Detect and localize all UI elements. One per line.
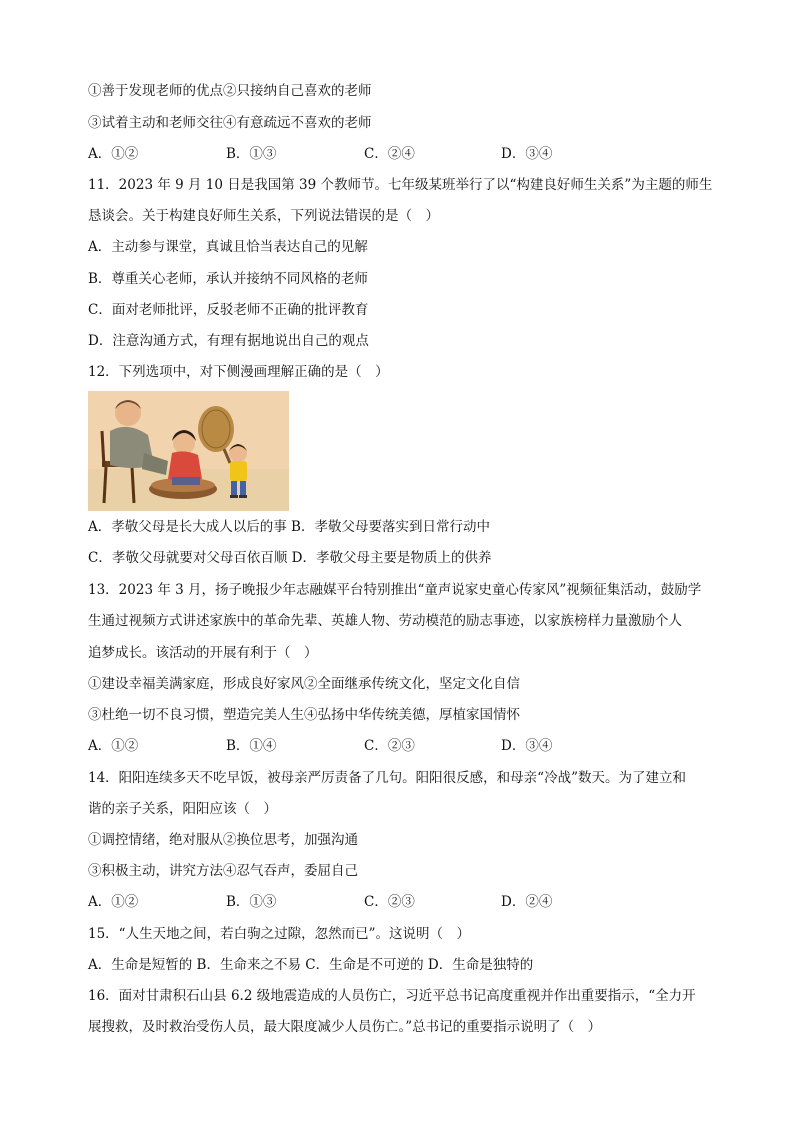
q10-choice-line-1: ①善于发现老师的优点②只接纳自己喜欢的老师: [88, 83, 372, 99]
q10-choice-line-2: ③试着主动和老师交往④有意疏远不喜欢的老师: [88, 115, 372, 131]
q12-option-line-1: A．孝敬父母是长大成人以后的事 B．孝敬父母要落实到日常行动中: [88, 519, 490, 535]
q13-stem-line-2: 生通过视频方式讲述家族中的革命先辈、英雄人物、劳动模范的励志事迹，以家族榜样力量激励个人: [88, 613, 682, 629]
q14-option-b: B．①③: [226, 894, 277, 910]
q10-option-a: A．①②: [88, 146, 139, 162]
q12-option-line-2: C．孝敬父母就要对父母百依百顺 D．孝敬父母主要是物质上的供养: [88, 550, 492, 566]
q13-choice-line-1: ①建设幸福美满家庭，形成良好家风②全面继承传统文化，坚定文化自信: [88, 676, 520, 692]
q16-stem-line-2: 展搜救，及时救治受伤人员，最大限度减少人员伤亡。”总书记的重要指示说明了（ ）: [88, 1019, 602, 1035]
q14-choice-line-1: ①调控情绪，绝对服从②换位思考，加强沟通: [88, 832, 358, 848]
q15-option-line: A．生命是短暂的 B．生命来之不易 C．生命是不可逆的 D．生命是独特的: [88, 957, 534, 973]
q11-option-b: B．尊重关心老师，承认并接纳不同风格的老师: [88, 271, 368, 287]
q13-options: [88, 737, 588, 755]
q15-stem: 15．“人生天地之间，若白驹之过隙，忽然而已”。这说明（ ）: [88, 926, 470, 942]
q14-option-d: D．②④: [501, 894, 553, 910]
q14-option-c: C．②③: [364, 894, 415, 910]
q13-option-a: A．①②: [88, 738, 139, 754]
q11-option-a: A．主动参与课堂，真诚且恰当表达自己的见解: [88, 239, 368, 255]
q13-choice-line-2: ③杜绝一切不良习惯，塑造完美人生④弘扬中华传统美德，厚植家国情怀: [88, 707, 520, 723]
q14-stem-line-1: 14．阳阳连续多天不吃早饭，被母亲严厉责备了几句。阳阳很反感，和母亲“冷战”数天。为了建立和: [88, 770, 686, 786]
q13-option-d: D．③④: [501, 738, 553, 754]
q14-stem-line-2: 谐的亲子关系，阳阳应该（ ）: [88, 801, 277, 817]
q13-option-b: B．①④: [226, 738, 277, 754]
q16-stem-line-1: 16．面对甘肃积石山县 6.2 级地震造成的人员伤亡，习近平总书记高度重视并作出重要指示，“全力开: [88, 988, 696, 1004]
q14-choice-line-2: ③积极主动，讲究方法④忍气吞声，委屈自己: [88, 863, 358, 879]
q13-stem-line-1: 13．2023 年 3 月，扬子晚报少年志融媒平台特别推出“童声说家史童心传家风”视频征集活动，鼓励学: [88, 582, 702, 598]
q11-option-c: C．面对老师批评，反驳老师不正确的批评教育: [88, 302, 369, 318]
q10-option-b: B．①③: [226, 146, 277, 162]
q11-stem-line-1: 11．2023 年 9 月 10 日是我国第 39 个教师节。七年级某班举行了以“构建良好师生关系”为主题的师生: [88, 177, 713, 193]
q13-option-c: C．②③: [364, 738, 415, 754]
q12-stem: 12．下列选项中，对下侧漫画理解正确的是（ ）: [88, 364, 389, 380]
cartoon-illustration: [88, 391, 289, 511]
q11-stem-line-2: 恳谈会。关于构建良好师生关系，下列说法错误的是（ ）: [88, 208, 439, 224]
q14-options: [88, 893, 588, 911]
q10-option-d: D．③④: [501, 146, 553, 162]
q14-option-a: A．①②: [88, 894, 139, 910]
q10-option-c: C．②④: [364, 146, 415, 162]
q10-options: [88, 145, 588, 163]
q13-stem-line-3: 追梦成长。该活动的开展有利于（ ）: [88, 645, 318, 661]
q11-option-d: D．注意沟通方式，有理有据地说出自己的观点: [88, 333, 369, 349]
